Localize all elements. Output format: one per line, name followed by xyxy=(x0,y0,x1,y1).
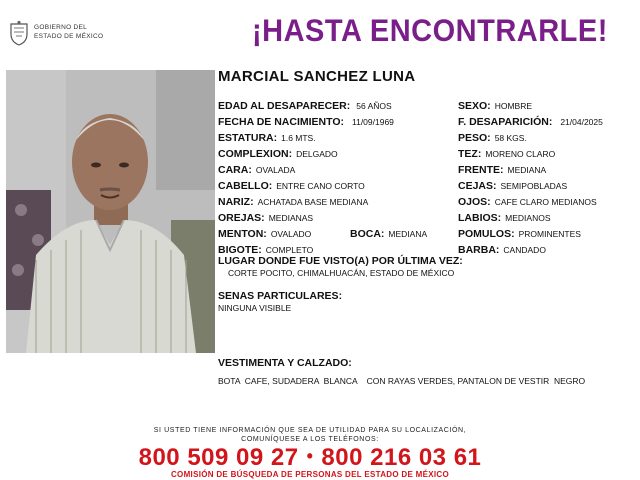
phone-1[interactable]: 800 509 09 27 xyxy=(138,444,299,471)
field-value: OVALADA xyxy=(255,165,296,175)
field-value: MEDIANA xyxy=(507,165,547,175)
field-barba xyxy=(458,241,546,257)
gov-line2: ESTADO DE MÉXICO xyxy=(34,33,104,40)
field-peso xyxy=(458,129,527,145)
field-label: BIGOTE: xyxy=(218,244,262,256)
state-crest-icon xyxy=(8,20,30,46)
headline: ¡HASTA ENCONTRARLE! xyxy=(252,14,608,49)
vestimenta-value: BOTA CAFE, SUDADERA BLANCA CON RAYAS VERDES, PANTALON DE VESTIR NEGRO xyxy=(218,376,586,386)
field-label: MENTON: xyxy=(218,228,267,240)
field-label: BARBA: xyxy=(458,244,500,256)
field-fecha-nacimiento xyxy=(218,113,394,129)
field-value: HOMBRE xyxy=(494,101,532,111)
field-label: BOCA: xyxy=(350,228,385,240)
field-value: ACHATADA BASE MEDIANA xyxy=(257,197,369,207)
field-frente xyxy=(458,161,546,177)
field-sexo xyxy=(458,97,532,113)
field-label: LABIOS: xyxy=(458,212,502,224)
field-menton xyxy=(218,225,311,241)
field-label: ESTATURA: xyxy=(218,132,278,144)
field-pomulos xyxy=(458,225,581,241)
field-value: PROMINENTES xyxy=(518,229,581,239)
field-f-desaparicion xyxy=(458,113,603,129)
senas-label: SENAS PARTICULARES: xyxy=(218,290,343,302)
field-edad xyxy=(218,97,392,113)
field-value: CANDADO xyxy=(503,245,546,255)
field-cabello xyxy=(218,177,365,193)
field-value: MEDIANA xyxy=(388,229,428,239)
footer-note-line1: SI USTED TIENE INFORMACIÓN QUE SEA DE UTILIDAD PARA SU LOCALIZACIÓN, xyxy=(153,427,467,434)
field-label: FECHA DE NACIMIENTO: xyxy=(218,116,344,128)
field-value: COMPLETO xyxy=(265,245,314,255)
phone-numbers xyxy=(0,444,620,472)
field-value: CAFE CLARO MEDIANOS xyxy=(494,197,597,207)
field-value: MORENO CLARO xyxy=(485,149,556,159)
field-value: 56 AÑOS xyxy=(356,101,392,111)
footer-note-line2: COMUNÍQUESE A LOS TELÉFONOS: xyxy=(241,436,379,443)
field-value: MEDIANOS xyxy=(505,213,551,223)
field-cejas xyxy=(458,177,567,193)
field-complexion xyxy=(218,145,338,161)
field-label: TEZ: xyxy=(458,148,482,160)
field-value: MEDIANAS xyxy=(268,213,314,223)
field-cara xyxy=(218,161,295,177)
senas-value: NINGUNA VISIBLE xyxy=(218,303,292,313)
field-label: F. DESAPARICIÓN: xyxy=(458,116,553,128)
field-label: FRENTE: xyxy=(458,164,504,176)
gov-line1: GOBIERNO DEL xyxy=(34,24,88,31)
field-label: CABELLO: xyxy=(218,180,273,192)
lugar-label: LUGAR DONDE FUE VISTO(A) POR ÚLTIMA VEZ: xyxy=(218,255,463,267)
field-ojos xyxy=(458,193,597,209)
field-tez xyxy=(458,145,555,161)
phone-2[interactable]: 800 216 03 61 xyxy=(321,444,482,471)
person-name: MARCIAL SANCHEZ LUNA xyxy=(218,68,416,85)
field-label: SEXO: xyxy=(458,100,491,112)
field-labios xyxy=(458,209,551,225)
field-label: OJOS: xyxy=(458,196,491,208)
field-value: OVALADO xyxy=(270,229,312,239)
field-label: EDAD AL DESAPARECER: xyxy=(218,100,351,112)
field-value: 11/09/1969 xyxy=(352,117,394,127)
field-value: SEMIPOBLADAS xyxy=(500,181,568,191)
field-label: PESO: xyxy=(458,132,491,144)
person-photo xyxy=(6,70,215,353)
field-label: COMPLEXION: xyxy=(218,148,293,160)
field-value: 58 KGS. xyxy=(494,133,527,143)
field-label: POMULOS: xyxy=(458,228,515,240)
lugar-value: CORTE POCITO, CHIMALHUACÁN, ESTADO DE MÉXICO xyxy=(228,268,455,278)
field-value: 1.6 MTS. xyxy=(281,133,316,143)
field-label: CEJAS: xyxy=(458,180,497,192)
field-estatura xyxy=(218,129,316,145)
field-value: 21/04/2025 xyxy=(560,117,603,127)
field-label: OREJAS: xyxy=(218,212,265,224)
field-label: NARIZ: xyxy=(218,196,254,208)
vestimenta-label: VESTIMENTA Y CALZADO: xyxy=(218,357,352,369)
field-boca xyxy=(350,225,427,241)
field-label: CARA: xyxy=(218,164,252,176)
field-nariz xyxy=(218,193,368,209)
government-logo xyxy=(8,20,118,48)
phone-separator: • xyxy=(306,446,314,466)
field-value: ENTRE CANO CORTO xyxy=(276,181,365,191)
commission-name: COMISIÓN DE BÚSQUEDA DE PERSONAS DEL ESTADO DE MÉXICO xyxy=(170,470,449,479)
field-value: DELGADO xyxy=(296,149,338,159)
field-orejas xyxy=(218,209,313,225)
